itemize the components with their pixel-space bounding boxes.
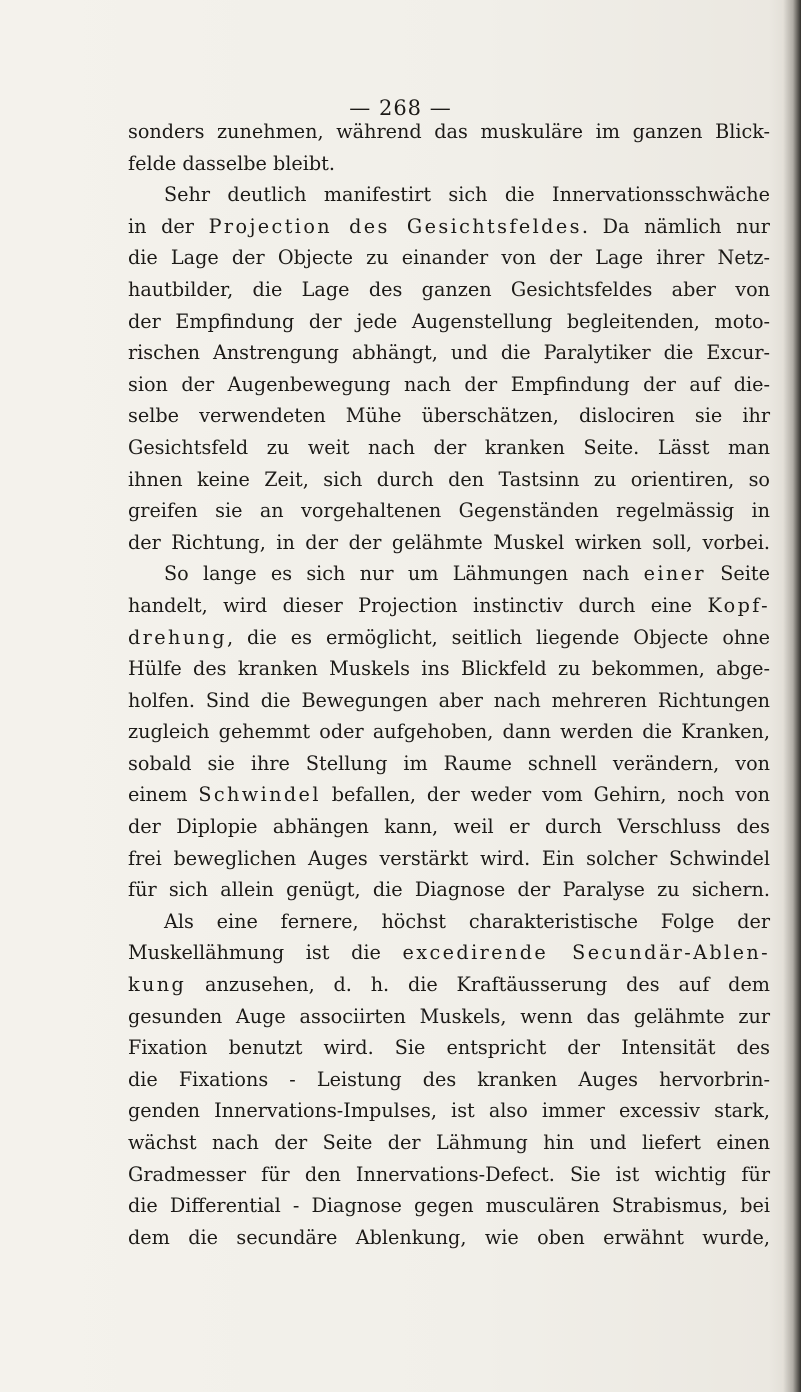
text-run: der Richtung, in der der gelähmte Muskel wirken soll, vorbei.	[128, 530, 770, 554]
text-run: , die es ermöglicht, seitlich liegende Objecte ohne	[226, 625, 770, 649]
text-run: zugleich gehemmt oder aufgehoben, dann werden die Kranken,	[128, 720, 770, 744]
text-line	[128, 369, 770, 401]
text-run: So lange es sich nur um Lähmungen nach	[164, 562, 644, 586]
text-run: selbe verwendeten Mühe überschätzen, dislociren sie ihr	[128, 404, 770, 428]
text-run: felde dasselbe bleibt.	[128, 151, 335, 175]
text-run: der Empfindung der jede Augenstellung begleitenden, moto-	[128, 309, 770, 333]
text-run: sion der Augenbewegung nach der Empfindung der auf die-	[128, 372, 770, 396]
text-run: holfen. Sind die Bewegungen aber nach mehreren Richtungen	[128, 688, 770, 712]
spaced-emphasis: drehung	[128, 625, 227, 649]
text-run: dem die secundäre Ablenkung, wie oben erwähnt wurde,	[128, 1225, 770, 1249]
text-run: Gesichtsfeld zu weit nach der kranken Seite. Lässt man	[128, 435, 770, 459]
text-line	[128, 1095, 770, 1127]
text-line	[128, 400, 770, 432]
text-run: sobald sie ihre Stellung im Raume schnell verändern, von	[128, 751, 770, 775]
text-line	[128, 242, 770, 274]
text-line	[128, 148, 770, 180]
text-run: die Differential - Diagnose gegen musculären Strabismus, bei	[128, 1194, 770, 1218]
text-line	[128, 716, 770, 748]
text-line	[128, 685, 770, 717]
text-run: Gradmesser für den Innervations-Defect. Sie ist wichtig für	[128, 1162, 770, 1186]
text-run: Muskellähmung ist die	[128, 941, 403, 965]
text-run: Seite	[706, 562, 770, 586]
text-line	[128, 527, 770, 559]
text-run: . Da nämlich nur	[581, 214, 770, 238]
text-line	[128, 179, 770, 211]
text-line	[128, 1001, 770, 1033]
text-line	[128, 432, 770, 464]
spaced-emphasis: Schwindel	[198, 783, 321, 807]
text-run: handelt, wird dieser Projection instinctiv durch eine	[128, 593, 708, 617]
text-line	[128, 748, 770, 780]
text-run: Sehr deutlich manifestirt sich die Innervationsschwäche	[164, 183, 770, 207]
text-run: genden Innervations-Impulses, ist also immer excessiv stark,	[128, 1099, 770, 1123]
text-line	[128, 653, 770, 685]
text-run: Hülfe des kranken Muskels ins Blickfeld zu bekommen, abge-	[128, 657, 770, 681]
text-run: rischen Anstrengung abhängt, und die Paralytiker die Excur-	[128, 341, 770, 365]
spaced-emphasis: einer	[643, 562, 706, 586]
text-line	[128, 969, 770, 1001]
text-line	[128, 274, 770, 306]
text-run: wächst nach der Seite der Lähmung hin und liefert einen	[128, 1131, 770, 1154]
page-number-header: — 268 —	[349, 96, 452, 120]
spaced-emphasis: Kopf-	[707, 593, 770, 617]
text-line	[128, 1222, 770, 1254]
text-line	[128, 495, 770, 527]
text-line	[128, 337, 770, 369]
text-run: die Lage der Objecte zu einander von der Lage ihrer Netz-	[128, 246, 770, 270]
text-line	[128, 779, 770, 811]
text-line	[128, 843, 770, 875]
page-edge-shadow	[783, 0, 801, 1392]
text-run: anzusehen, d. h. die Kraftäusserung des auf dem	[186, 973, 770, 997]
text-line	[128, 1127, 770, 1159]
text-line	[128, 622, 770, 654]
text-line	[128, 116, 770, 148]
spaced-emphasis: excedirende Secundär-Ablen-	[402, 941, 770, 965]
text-run: für sich allein genügt, die Diagnose der Paralyse zu sichern.	[128, 878, 770, 902]
text-run: hautbilder, die Lage des ganzen Gesichtsfeldes aber von	[128, 277, 770, 301]
text-line	[128, 1064, 770, 1096]
text-line	[128, 590, 770, 622]
text-line	[128, 874, 770, 906]
text-run: der Diplopie abhängen kann, weil er durch Verschluss des	[128, 815, 770, 839]
text-run: greifen sie an vorgehaltenen Gegenständen regelmässig in	[128, 499, 770, 523]
text-run: die Fixations - Leistung des kranken Auges hervorbrin-	[128, 1067, 770, 1091]
text-run: gesunden Auge associirten Muskels, wenn das gelähmte zur	[128, 1004, 770, 1028]
spaced-emphasis: Projection des Gesichtsfeldes	[208, 214, 582, 238]
text-run: einem	[128, 783, 199, 807]
text-line	[128, 1032, 770, 1064]
text-line	[128, 306, 770, 338]
text-run: Fixation benutzt wird. Sie entspricht der Intensität des	[128, 1036, 770, 1060]
text-line	[128, 811, 770, 843]
text-line	[128, 906, 770, 938]
text-run: sonders zunehmen, während das muskuläre im ganzen Blick-	[128, 120, 770, 143]
text-line	[128, 937, 770, 969]
spaced-emphasis: kung	[128, 973, 187, 997]
text-run: frei beweglichen Auges verstärkt wird. Ein solcher Schwindel	[128, 846, 770, 870]
text-line	[128, 1190, 770, 1222]
text-run: befallen, der weder vom Gehirn, noch von	[320, 783, 771, 807]
text-line	[128, 211, 770, 243]
body-text	[128, 116, 770, 1253]
text-line	[128, 1159, 770, 1191]
text-run: in der	[128, 214, 209, 238]
text-run: Als eine fernere, höchst charakteristische Folge der	[164, 909, 770, 933]
text-line	[128, 558, 770, 590]
text-line	[128, 464, 770, 496]
text-run: ihnen keine Zeit, sich durch den Tastsinn zu orientiren, so	[128, 467, 770, 491]
